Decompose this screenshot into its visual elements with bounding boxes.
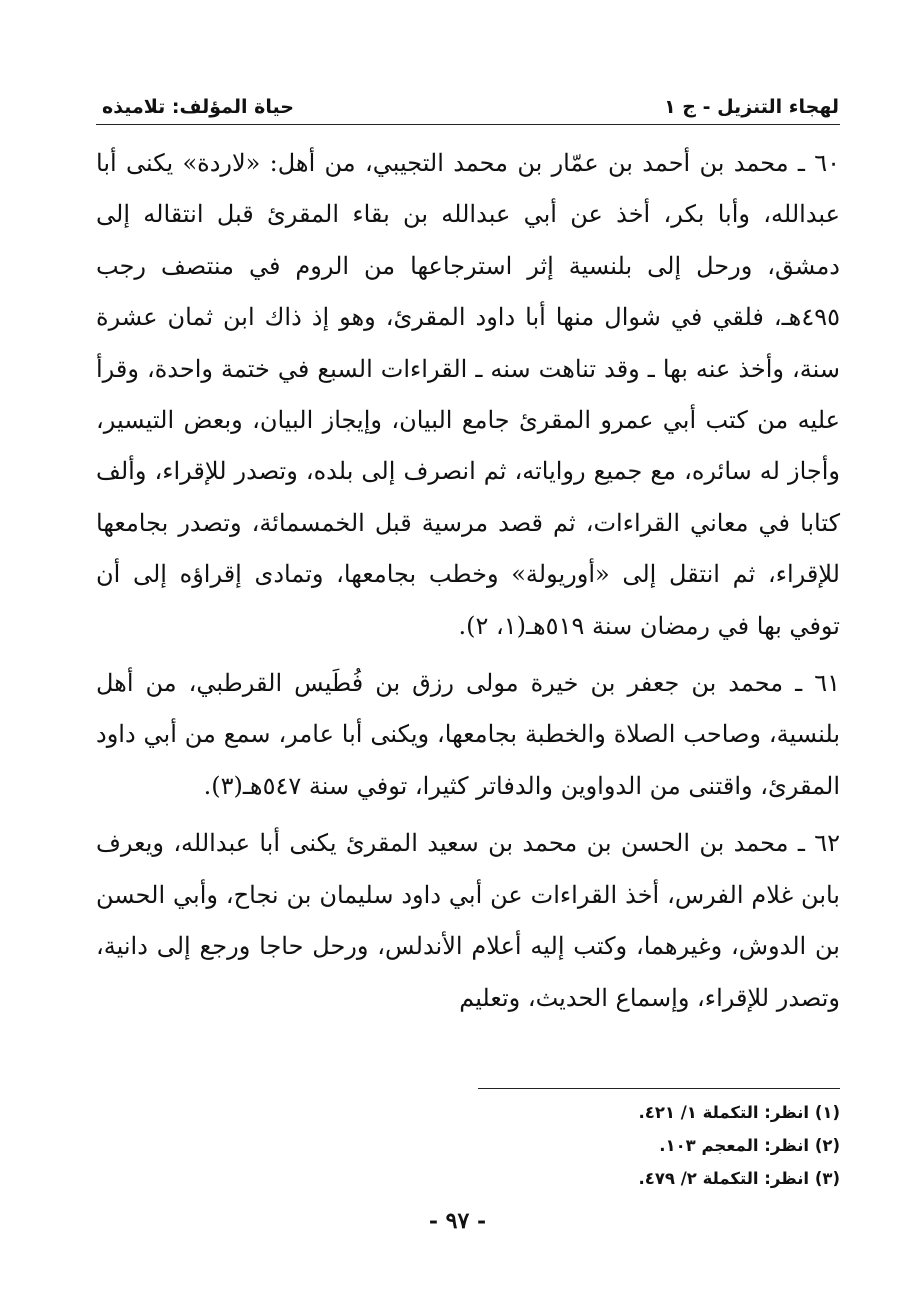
running-header [102,74,839,118]
entry-60-paragraph: ٦٠ ـ محمد بن أحمد بن عمّار بن محمد التجيبي، من أهل: «لاردة» يكنى أبا عبدالله، وأبا بكر، أخذ عن أبي عبدالله بن بقاء المقرئ قبل انتقاله إلى دمشق، ورحل إلى بلنسية إثر استرجاعها من الروم في منتصف رجب ٤٩٥هـ، فلقي في شوال منها أبا داود المقرئ، وهو إذ ذاك ابن ثمان عشرة سنة، وأخذ عنه بها ـ وقد تناهت سنه ـ القراءات السبع في ختمة واحدة، وقرأ عليه من كتب أبي عمرو المقرئ جامع البيان، وإيجاز البيان، وبعض التيسير، وأجاز له سائره، مع جميع رواياته، ثم انصرف إلى بلده، وتصدر للإقراء، وألف كتابا في معاني القراءات، ثم قصد مرسية قبل الخمسمائة، وتصدر بجامعها للإقراء، ثم انتقل إلى «أوريولة» وخطب بجامعها، وتمادى إقراؤه إلى أن توفي بها في رمضان سنة ٥١٩هـ(١، ٢). [96,149,840,640]
footnotes [96,1096,840,1195]
page-number: - ٩٧ - [428,1208,487,1234]
entry-61-paragraph: ٦١ ـ محمد بن جعفر بن خيرة مولى رزق بن فُطَيس القرطبي، من أهل بلنسية، وصاحب الصلاة والخطبة بجامعها، ويكنى أبا عامر، سمع من أبي داود المقرئ، واقتنى من الدواوين والدفاتر كثيرا، توفي سنة ٥٤٧هـ(٣). [96,669,840,800]
entry-62-paragraph: ٦٢ ـ محمد بن الحسن بن محمد بن سعيد المقرئ يكنى أبا عبدالله، ويعرف بابن غلام الفرس، أخذ القراءات عن أبي داود سليمان بن نجاح، وأبي الحسن بن الدوش، وغيرهما، وكتب إليه أعلام الأندلس، ورحل حاجا ورجع إلى دانية، وتصدر للإقراء، وإسماع الحديث، وتعليم [96,829,840,1012]
main-text [96,138,840,1024]
footnote-3: (٣) انظر: التكملة ٢/ ٤٧٩. [638,1169,840,1188]
header-rule [96,124,840,125]
header-section-title: حياة المؤلف: تلاميذه [102,96,294,118]
footnote-2: (٢) انظر: المعجم ١٠٣. [659,1136,840,1155]
footnote-1: (١) انظر: التكملة ١/ ٤٢١. [638,1103,840,1122]
header-book-title: لهجاء التنزيل - ج ١ [664,96,839,118]
footnote-rule [478,1088,840,1089]
